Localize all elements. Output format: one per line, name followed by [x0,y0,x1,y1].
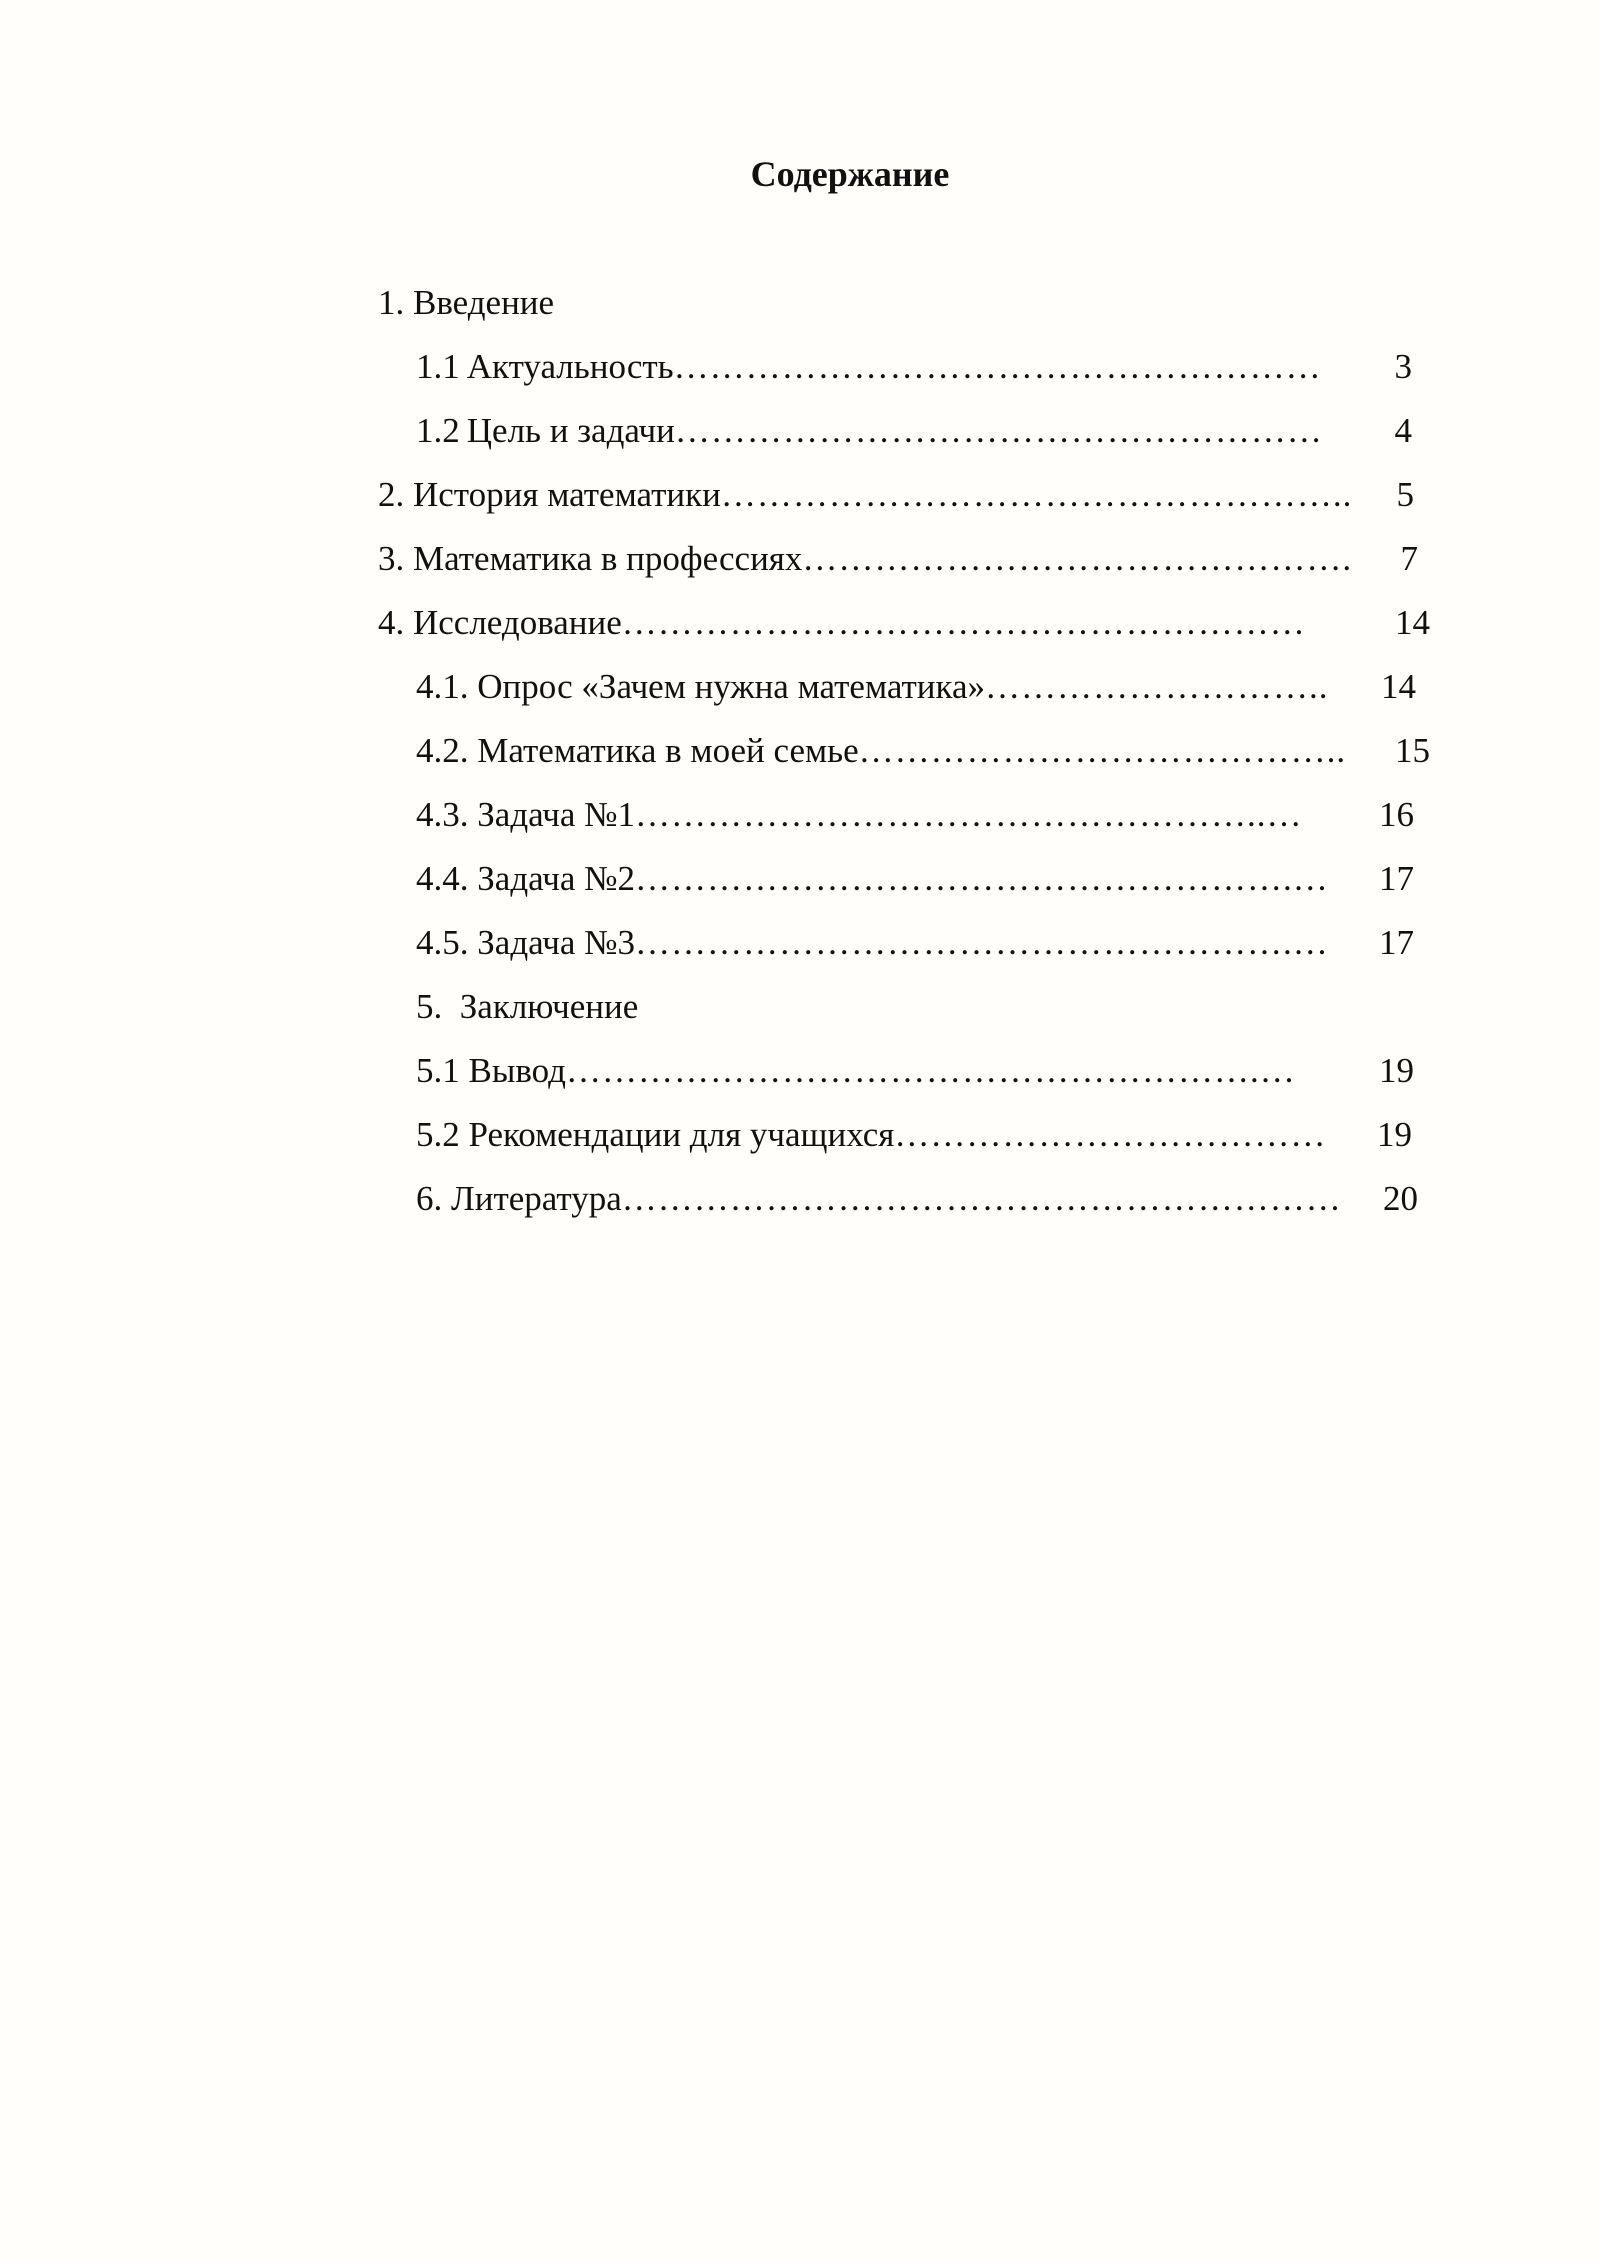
toc-entry-label: 2. История математики [378,475,721,514]
toc-entry-5[interactable] [416,984,716,1048]
toc-dot-leader: …………………………………………….. [720,475,1353,514]
toc-entry-label: 4.4. Задача №2 [416,859,636,898]
toc-entry-label: 4.3. Задача №1 [416,795,636,834]
toc-dot-leader: ……………………………… [894,1115,1327,1154]
toc-entry-5-2[interactable] [416,1112,1412,1176]
toc-page-number: 15 [1395,731,1430,770]
toc-page-number: 16 [1379,795,1414,834]
toc-page-number: 7 [1400,539,1418,578]
toc-page-number: 5 [1396,475,1414,514]
toc-entry-4-1[interactable] [416,664,1416,728]
toc-entry-label: 4.1. Опрос «Зачем нужна математика» [416,667,986,706]
toc-dot-leader: ………………………………………. [802,539,1353,578]
toc-entry-6[interactable] [416,1176,1418,1240]
toc-entry-4[interactable] [378,600,1430,664]
toc-page-number: 19 [1377,1115,1412,1154]
toc-entry-label: 1.2 Цель и задачи [416,411,675,450]
toc-entry-label: 5.2 Рекомендации для учащихся [416,1115,895,1154]
toc-page-number: 3 [1394,347,1412,386]
toc-entry-label: 4.2. Математика в моей семье [416,731,859,770]
toc-dot-leader: ………………………………………………….… [565,1051,1296,1090]
toc-entry-label: 1. Введение [378,283,555,322]
toc-entry-1-2[interactable] [416,408,1412,472]
toc-entry-label: 4.5. Задача №3 [416,923,636,962]
toc-entry-label: 6. Литература [416,1179,622,1218]
toc-entry-label: 5.1 Вывод [416,1051,566,1090]
toc-entry-label: 3. Математика в профессиях [378,539,803,578]
toc-dot-leader: ……………………………………………..… [635,795,1303,834]
toc-dot-leader: ……………………….. [985,667,1329,706]
toc-entry-4-4[interactable] [416,856,1414,920]
toc-dot-leader: ………………………………….. [858,731,1347,770]
toc-entry-1-1[interactable] [416,344,1412,408]
page-title: Содержание [750,154,950,194]
toc-page-number: 4 [1394,411,1412,450]
toc-entry-label: 1.1 Актуальность [416,347,674,386]
toc-entry-4-3[interactable] [416,792,1414,856]
toc-page-number: 14 [1381,667,1416,706]
toc-entry-4-2[interactable] [416,728,1430,792]
toc-entry-2[interactable] [378,472,1414,536]
toc-dot-leader: ……………………………………………… [674,411,1323,450]
toc-page-number: 17 [1379,923,1414,962]
toc-dot-leader: ……………………………………………… [673,347,1322,386]
toc-page-number: 14 [1395,603,1430,642]
toc-entry-5-1[interactable] [416,1048,1414,1112]
toc-entry-1[interactable] [378,280,708,344]
toc-dot-leader: …………………………………………………… [621,1179,1342,1218]
toc-dot-leader: ……………………………………………….… [635,923,1329,962]
toc-page-number: 20 [1383,1179,1418,1218]
toc-page-number: 19 [1379,1051,1414,1090]
toc-entry-4-5[interactable] [416,920,1414,984]
toc-page-number: 17 [1379,859,1414,898]
toc-entry-label: 5. Заключение [416,987,639,1026]
toc-entry-label: 4. Исследование [378,603,622,642]
toc-dot-leader: ……………………………………………….… [635,859,1329,898]
toc-entry-3[interactable] [378,536,1418,600]
toc-dot-leader: ………………………………………………… [621,603,1306,642]
